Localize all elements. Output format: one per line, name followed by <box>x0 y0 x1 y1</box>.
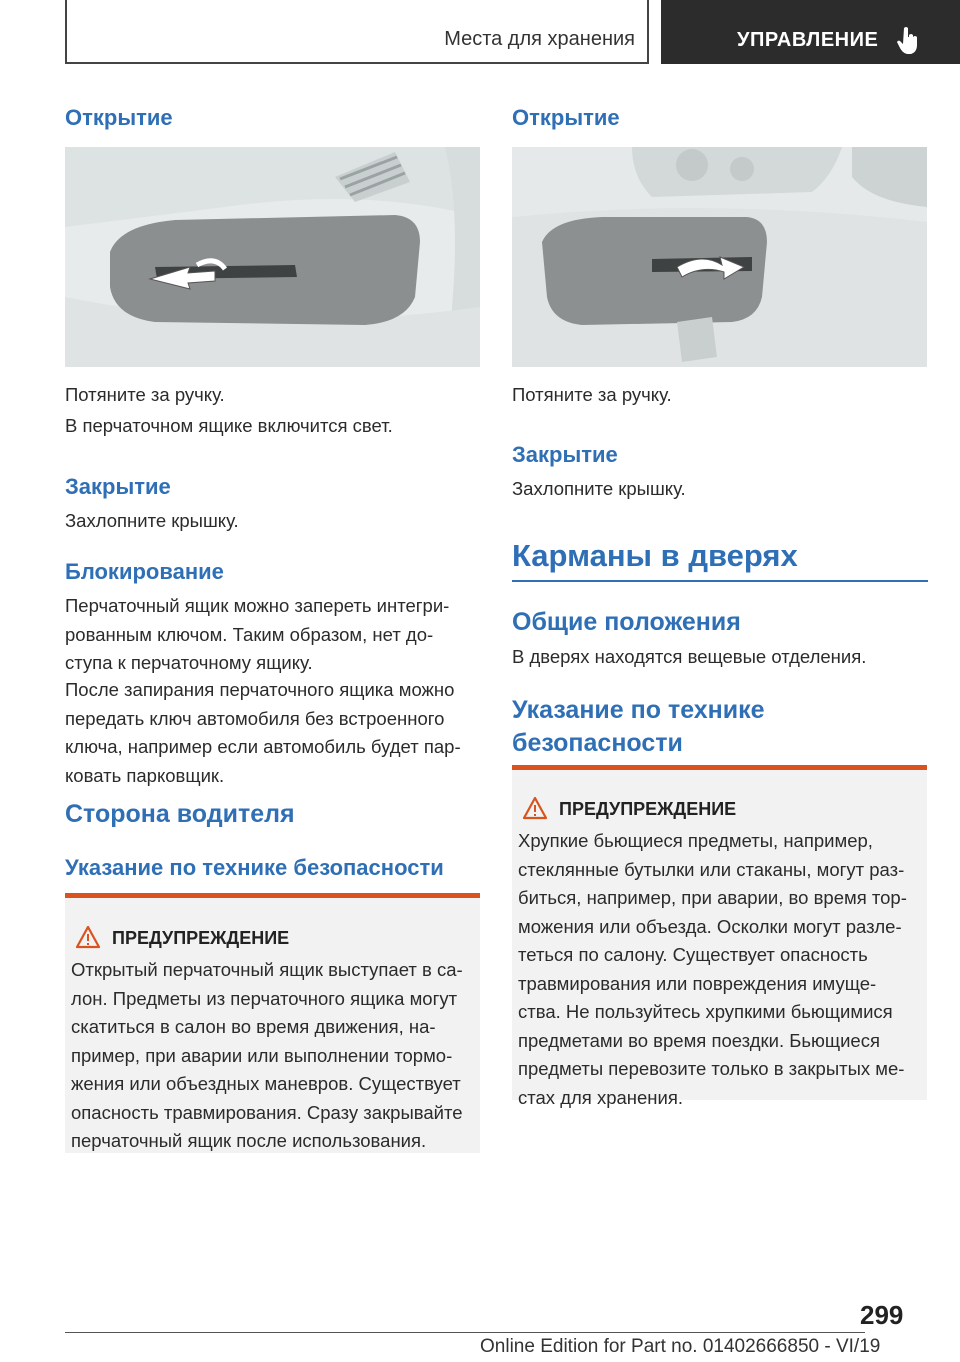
text-line: Открытый перчаточный ящик выступает в са- <box>71 959 463 980</box>
left-warning-text <box>71 956 463 1156</box>
glovebox-passenger-illustration <box>65 147 480 367</box>
text-line: передать ключ автомобиля без встроенного <box>65 707 445 729</box>
warning-triangle-icon <box>75 925 101 949</box>
right-warning-text <box>518 827 907 1112</box>
door-pockets-heading: Карманы в дверях <box>512 538 798 573</box>
left-safety-heading: Указание по технике безопасности <box>65 855 444 880</box>
text-line: ства. Не пользуйтесь хрупкими бьющимися <box>518 1001 893 1022</box>
glovebox-driver-illustration <box>512 147 927 367</box>
right-open-heading: Открытие <box>512 105 620 130</box>
text-line: скатиться в салон во время движения, на- <box>71 1016 436 1037</box>
right-close-heading: Закрытие <box>512 442 618 467</box>
header-chapter-title: УПРАВЛЕНИЕ <box>737 29 879 51</box>
left-warning-box <box>65 893 480 1153</box>
text-line: перчаточный ящик после использования. <box>71 1130 427 1151</box>
footer-divider <box>65 1332 865 1333</box>
text-line: ступа к перчаточному ящику. <box>65 652 313 673</box>
text-line: После запирания перчаточного ящика можно <box>65 679 455 700</box>
general-p: В дверях находятся вещевые отделения. <box>512 646 867 667</box>
right-warning-box <box>512 765 927 1108</box>
text-line: ковать парковщик. <box>65 764 225 786</box>
page-number: 299 <box>860 1300 904 1330</box>
general-heading: Общие положения <box>512 608 741 636</box>
text-line: биться, например, при аварии, во время тор- <box>518 887 907 908</box>
text-line: лон. Предметы из перчаточного ящика могут <box>71 987 458 1009</box>
text-line: можения или объезда. Осколки могут разле- <box>518 915 902 937</box>
heading-underline <box>512 580 928 582</box>
driver-side-heading: Сторона водителя <box>65 800 295 828</box>
text-line: рованным ключом. Таким образом, нет до- <box>65 623 434 645</box>
left-lock-p2 <box>65 676 461 790</box>
left-open-p1: Потяните за ручку. <box>65 384 225 405</box>
text-line: жения или объездных маневров. Существует <box>71 1073 461 1094</box>
text-line: предметы перевозите только в закрытых ме- <box>518 1058 905 1079</box>
right-warning-title: ПРЕДУПРЕЖДЕНИЕ <box>559 799 737 819</box>
left-lock-p1 <box>65 592 449 678</box>
text-line: безопасности <box>512 729 683 757</box>
left-open-p2: В перчаточном ящике включится свет. <box>65 415 393 436</box>
header-chapter-box <box>661 0 960 64</box>
text-line: теться по салону. Существует опасность <box>518 944 868 965</box>
text-line: Указание по технике <box>512 696 765 724</box>
text-line: травмирования или повреждения имуще- <box>518 972 877 994</box>
text-line: опасность травмирования. Сразу закрывайте <box>71 1101 463 1123</box>
text-line: предметами во время поездки. Бьющиеся <box>518 1029 880 1051</box>
right-safety-heading <box>512 696 765 758</box>
text-line: Хрупкие бьющиеся предметы, например, <box>518 830 873 851</box>
text-line: пример, при аварии или выполнении тормо- <box>71 1044 453 1066</box>
header-section-title: Места для хранения <box>444 28 635 50</box>
footer-edition: Online Edition for Part no. 01402666850 - VI/19 <box>480 1336 881 1357</box>
left-close-p: Захлопните крышку. <box>65 510 239 531</box>
text-line: Перчаточный ящик можно запереть интегри- <box>65 595 450 616</box>
pointing-hand-icon <box>897 26 919 54</box>
left-lock-heading: Блокирование <box>65 559 224 584</box>
warning-triangle-icon <box>522 796 548 820</box>
left-open-heading: Открытие <box>65 105 173 130</box>
glovebox-passenger-photo <box>65 147 480 367</box>
text-line: стеклянные бутылки или стаканы, могут раз- <box>518 858 905 880</box>
right-close-p: Захлопните крышку. <box>512 478 686 499</box>
left-warning-title: ПРЕДУПРЕЖДЕНИЕ <box>112 928 290 948</box>
left-close-heading: Закрытие <box>65 474 171 499</box>
glovebox-driver-photo <box>512 147 927 367</box>
header-section-box <box>65 0 649 64</box>
text-line: стах для хранения. <box>518 1086 683 1108</box>
text-line: ключа, например если автомобиль будет пар- <box>65 736 461 757</box>
right-open-p1: Потяните за ручку. <box>512 384 672 405</box>
